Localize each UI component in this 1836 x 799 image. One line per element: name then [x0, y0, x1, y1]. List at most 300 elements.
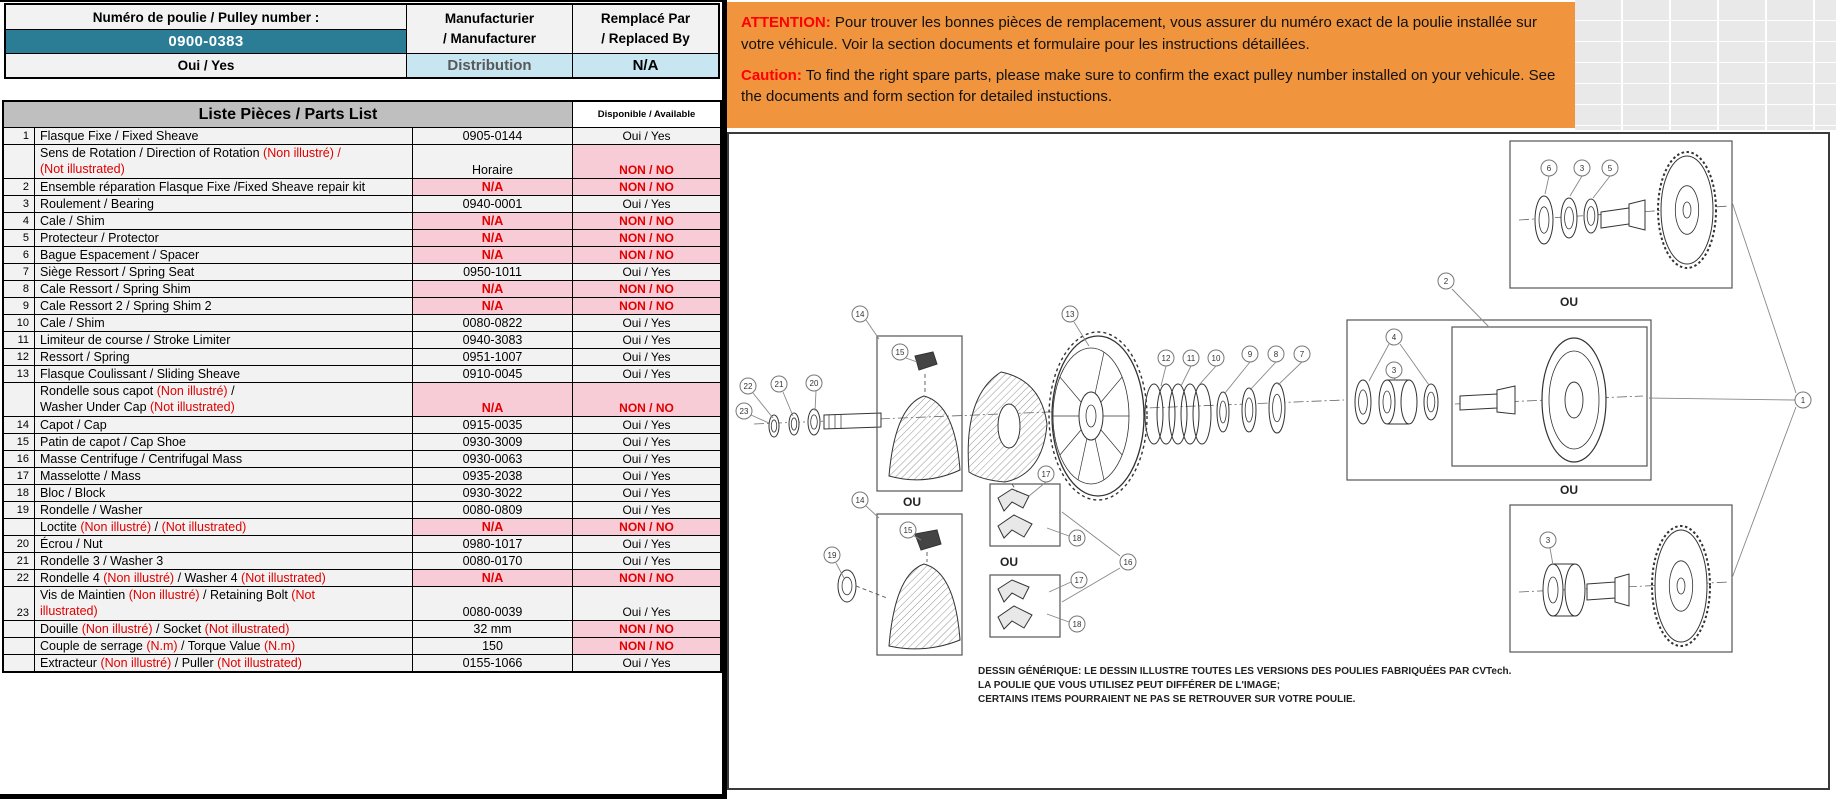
part-description	[34, 281, 412, 297]
availability-text: NON / NO	[619, 180, 674, 194]
table-row	[4, 450, 720, 467]
row-number	[4, 655, 34, 671]
part-availability	[572, 179, 720, 195]
part-number	[412, 451, 572, 467]
part-name-text: Extracteur	[40, 656, 101, 670]
table-row	[4, 127, 720, 144]
parts-list-table	[2, 100, 722, 673]
not-illustrated-note: (Non illustré)	[80, 520, 152, 534]
table-row	[4, 552, 720, 569]
part-number-text: 0080-0170	[462, 554, 523, 568]
part-availability	[572, 587, 720, 620]
exploded-view-diagram	[727, 132, 1830, 790]
attention-paragraph-en	[741, 65, 1561, 109]
table-row	[4, 348, 720, 365]
ou-label	[1000, 555, 1018, 569]
diagram-callout	[740, 378, 756, 394]
part-availability	[572, 451, 720, 467]
not-illustrated-note: illustrated)	[40, 604, 98, 618]
table-row	[4, 433, 720, 450]
table-row	[4, 484, 720, 501]
svg-text:OU: OU	[1560, 483, 1578, 497]
diagram-callout	[1574, 160, 1590, 176]
parts-list-rows	[4, 127, 720, 671]
part-availability	[572, 196, 720, 212]
part-name-text: / Torque Value	[177, 639, 264, 653]
svg-text:19: 19	[827, 550, 837, 560]
part-name-text: Bague Espacement / Spacer	[40, 248, 200, 262]
part-number-text: N/A	[481, 401, 504, 415]
part-number	[412, 179, 572, 195]
availability-text: NON / NO	[619, 622, 674, 636]
part-number	[412, 655, 572, 671]
part-number-text: 0080-0822	[462, 316, 523, 330]
part-name-text: Bloc / Block	[40, 486, 106, 500]
diagram-callout	[806, 375, 822, 391]
part-number	[412, 638, 572, 654]
table-row	[4, 654, 720, 671]
part-name-text: Couple de serrage	[40, 639, 147, 653]
svg-text:9: 9	[1247, 349, 1253, 359]
diagram-callout	[1386, 329, 1402, 345]
availability-text: Oui / Yes	[622, 503, 671, 517]
part-availability	[572, 434, 720, 450]
table-row	[4, 144, 720, 178]
part-availability	[572, 468, 720, 484]
part-availability	[572, 332, 720, 348]
part-number	[412, 247, 572, 263]
row-number: 18	[16, 487, 29, 499]
exploded-diagram-svg	[729, 134, 1828, 788]
row-number	[4, 383, 34, 416]
availability-text: Oui / Yes	[622, 605, 671, 619]
table-row	[4, 331, 720, 348]
part-number-text: 0930-0063	[462, 452, 523, 466]
part-description	[34, 638, 412, 654]
part-description	[34, 451, 412, 467]
part-description	[34, 417, 412, 433]
table-row	[4, 212, 720, 229]
part-number	[412, 536, 572, 552]
part-number	[412, 281, 572, 297]
part-description	[34, 145, 412, 178]
part-number	[412, 315, 572, 331]
part-description	[34, 570, 412, 586]
part-name-text: Rondelle 4	[40, 571, 104, 585]
part-number	[412, 349, 572, 365]
part-availability	[572, 145, 720, 178]
table-row	[4, 569, 720, 586]
part-availability	[572, 383, 720, 416]
attention-en-tag: Caution:	[741, 66, 802, 84]
diagram-callout	[1062, 306, 1078, 322]
parts-list-title: Liste Pièces / Parts List	[4, 102, 572, 127]
part-description	[34, 655, 412, 671]
diagram-callout	[852, 492, 868, 508]
part-availability	[572, 655, 720, 671]
part-number	[412, 621, 572, 637]
row-number: 17	[16, 470, 29, 482]
diagram-callout	[1069, 616, 1085, 632]
row-number: 2	[22, 181, 29, 193]
svg-text:18: 18	[1072, 533, 1082, 543]
part-number	[412, 553, 572, 569]
part-name-text: Protecteur / Protector	[40, 231, 159, 245]
diagram-callout	[1795, 392, 1811, 408]
part-availability	[572, 230, 720, 246]
part-name-text: / Retaining Bolt	[199, 588, 292, 602]
part-number-text: N/A	[481, 214, 504, 228]
table-row	[4, 229, 720, 246]
part-availability	[572, 502, 720, 518]
ou-label	[1560, 295, 1578, 309]
availability-text: Oui / Yes	[622, 129, 671, 143]
svg-text:11: 11	[1186, 353, 1196, 363]
row-number: 9	[22, 300, 29, 312]
diagram-callout	[1242, 346, 1258, 362]
availability-text: NON / NO	[619, 282, 674, 296]
part-availability	[572, 536, 720, 552]
not-illustrated-note: (Non illustré)	[100, 656, 172, 670]
part-name-text: Patin de capot / Cap Shoe	[40, 435, 186, 449]
part-number-text: Horaire	[472, 163, 513, 177]
availability-text: Oui / Yes	[622, 656, 671, 670]
part-description	[34, 349, 412, 365]
availability-text: Oui / Yes	[622, 418, 671, 432]
part-description	[34, 213, 412, 229]
part-availability	[572, 638, 720, 654]
manufacturer-value: Distribution	[406, 53, 572, 77]
part-name-text: Capot / Cap	[40, 418, 107, 432]
availability-text: Oui / Yes	[622, 333, 671, 347]
part-availability	[572, 281, 720, 297]
attention-box	[727, 2, 1575, 128]
diagram-note	[978, 678, 1280, 691]
not-illustrated-note: (Non illustré)	[81, 622, 153, 636]
part-name-text: Rondelle / Washer	[40, 503, 143, 517]
availability-text: NON / NO	[619, 639, 674, 653]
row-number	[4, 519, 34, 535]
not-illustrated-note: (Not illustrated)	[40, 162, 125, 176]
availability-text: Oui / Yes	[622, 435, 671, 449]
svg-text:21: 21	[774, 379, 784, 389]
part-description	[34, 196, 412, 212]
part-availability	[572, 128, 720, 144]
part-number-text: N/A	[481, 299, 504, 313]
part-number	[412, 570, 572, 586]
part-number-text: 0930-3009	[462, 435, 523, 449]
table-row	[4, 263, 720, 280]
part-number	[412, 230, 572, 246]
row-number: 21	[16, 555, 29, 567]
diagram-callout	[900, 522, 916, 538]
availability-text: Oui / Yes	[622, 316, 671, 330]
availability-text: Oui / Yes	[622, 197, 671, 211]
diagram-callout	[1438, 273, 1454, 289]
part-availability	[572, 621, 720, 637]
svg-text:1: 1	[1800, 395, 1806, 405]
svg-text:17: 17	[1074, 575, 1084, 585]
part-description	[34, 264, 412, 280]
part-availability	[572, 247, 720, 263]
parts-list-header-row	[4, 102, 720, 127]
part-number-text: 0905-0144	[462, 129, 523, 143]
ou-label	[903, 495, 921, 509]
part-name-text: Rondelle sous capot	[40, 384, 157, 398]
part-name-text: Washer Under Cap	[40, 400, 150, 414]
row-number: 3	[22, 198, 29, 210]
part-number	[412, 366, 572, 382]
table-row	[4, 416, 720, 433]
part-description	[34, 128, 412, 144]
diagram-callout	[1071, 572, 1087, 588]
diagram-callout	[771, 376, 787, 392]
replaced-by-label-line2: / Replaced By	[601, 31, 690, 46]
part-number-text: 0935-2038	[462, 469, 523, 483]
svg-text:22: 22	[743, 381, 753, 391]
table-row	[4, 382, 720, 416]
table-row	[4, 586, 720, 620]
table-row	[4, 637, 720, 654]
part-number	[412, 383, 572, 416]
part-number	[412, 587, 572, 620]
part-name-text: Roulement / Bearing	[40, 197, 154, 211]
row-number: 1	[22, 130, 29, 142]
part-number-text: 0080-0039	[462, 605, 523, 619]
availability-text: NON / NO	[619, 299, 674, 313]
part-description	[34, 315, 412, 331]
pulley-header-table	[4, 3, 720, 79]
not-illustrated-note: (Not illustrated)	[241, 571, 326, 585]
svg-text:OU: OU	[1000, 555, 1018, 569]
diagram-callout	[736, 403, 752, 419]
row-number: 11	[17, 334, 29, 346]
row-number: 23	[16, 607, 29, 619]
part-availability	[572, 485, 720, 501]
row-number: 20	[16, 538, 29, 550]
diagram-callout	[1069, 530, 1085, 546]
svg-text:DESSIN GÉNÉRIQUE: LE DESSIN IL: DESSIN GÉNÉRIQUE: LE DESSIN ILLUSTRE TOUTES LES VERSIONS DES POULIES FABRIQUÉES PAR CVTech.	[978, 666, 1512, 677]
part-description	[34, 621, 412, 637]
availability-text: NON / NO	[619, 520, 674, 534]
svg-text:17: 17	[1041, 469, 1051, 479]
not-illustrated-note: (Not illustrated)	[217, 656, 302, 670]
part-description	[34, 179, 412, 195]
availability-text: NON / NO	[619, 571, 674, 585]
part-availability	[572, 570, 720, 586]
part-name-text: / Socket	[152, 622, 205, 636]
diagram-callout	[1540, 532, 1556, 548]
part-name-text: Vis de Maintien	[40, 588, 129, 602]
part-description	[34, 587, 412, 620]
table-row	[4, 195, 720, 212]
svg-text:8: 8	[1273, 349, 1279, 359]
replaced-by-label-line1: Remplacé Par	[600, 10, 691, 26]
part-drawings	[769, 152, 1716, 649]
part-number	[412, 417, 572, 433]
attention-fr-tag: ATTENTION:	[741, 14, 831, 31]
diagram-callout	[1038, 466, 1054, 482]
part-description	[34, 536, 412, 552]
part-number-text: 0910-0045	[462, 367, 523, 381]
not-illustrated-note: (Non illustré)	[128, 588, 200, 602]
availability-text: NON / NO	[619, 401, 674, 415]
replaced-by-label	[572, 5, 718, 53]
row-number: 14	[16, 419, 29, 431]
row-number	[4, 621, 34, 637]
svg-text:3: 3	[1391, 365, 1397, 375]
not-illustrated-note: (Not illustrated)	[150, 400, 235, 414]
diagram-callout	[824, 547, 840, 563]
part-number-text: 0915-0035	[462, 418, 523, 432]
svg-text:7: 7	[1299, 349, 1305, 359]
diagram-callout	[1120, 554, 1136, 570]
part-number-text: 0940-3083	[462, 333, 523, 347]
part-name-text: Cale / Shim	[40, 316, 105, 330]
svg-text:3: 3	[1579, 163, 1585, 173]
part-description	[34, 332, 412, 348]
part-name-text: Flasque Fixe / Fixed Sheave	[40, 129, 199, 143]
row-number: 16	[16, 453, 29, 465]
part-availability	[572, 264, 720, 280]
availability-text: Oui / Yes	[622, 367, 671, 381]
part-number	[412, 519, 572, 535]
part-name-text: Sens de Rotation / Direction of Rotation	[40, 146, 264, 160]
svg-text:10: 10	[1211, 353, 1221, 363]
part-number-text: 0080-0809	[462, 503, 523, 517]
part-number	[412, 434, 572, 450]
svg-text:OU: OU	[903, 495, 921, 509]
not-illustrated-note: (Not illustrated)	[161, 520, 247, 534]
table-row	[4, 467, 720, 484]
table-row	[4, 501, 720, 518]
svg-text:15: 15	[895, 347, 905, 357]
part-name-text: Écrou / Nut	[40, 537, 103, 551]
diagram-callout	[1541, 160, 1557, 176]
diagram-callout	[1386, 362, 1402, 378]
part-number	[412, 468, 572, 484]
part-availability	[572, 315, 720, 331]
part-number	[412, 332, 572, 348]
diagram-callout	[1208, 350, 1224, 366]
part-description	[34, 468, 412, 484]
part-name-text: Rondelle 3 / Washer 3	[40, 554, 164, 568]
row-number: 8	[22, 283, 29, 295]
svg-text:13: 13	[1065, 309, 1075, 319]
part-name-text: Masse Centrifuge / Centrifugal Mass	[40, 452, 243, 466]
table-row	[4, 280, 720, 297]
svg-text:4: 4	[1391, 332, 1397, 342]
part-number	[412, 196, 572, 212]
manufacturer-label-line1: Manufacturier	[444, 10, 535, 26]
part-number-text: N/A	[481, 248, 504, 262]
svg-text:5: 5	[1607, 163, 1613, 173]
svg-text:23: 23	[739, 406, 749, 416]
part-availability	[572, 519, 720, 535]
manufacturer-label-line2: / Manufacturer	[442, 31, 537, 46]
part-name-text: / Puller	[171, 656, 218, 670]
part-name-text: Flasque Coulissant / Sliding Sheave	[40, 367, 241, 381]
table-row	[4, 178, 720, 195]
part-description	[34, 230, 412, 246]
diagram-callout	[892, 344, 908, 360]
availability-text: NON / NO	[619, 248, 674, 262]
pulley-number-value: 0900-0383	[6, 29, 406, 53]
row-number: 13	[16, 368, 29, 380]
part-number	[412, 145, 572, 178]
table-row	[4, 365, 720, 382]
svg-text:20: 20	[809, 378, 819, 388]
part-name-text: Siège Ressort / Spring Seat	[40, 265, 195, 279]
availability-text: Oui / Yes	[622, 452, 671, 466]
availability-text: NON / NO	[619, 163, 674, 177]
availability-text: Oui / Yes	[622, 265, 671, 279]
not-illustrated-note: (Non illustré)	[156, 384, 228, 398]
part-description	[34, 366, 412, 382]
row-number: 19	[16, 504, 29, 516]
attention-fr-text: Pour trouver les bonnes pièces de remplacement, vous assurer du numéro exact de la poulie installée sur votre véhicule. Voir la section documents et formulaire pour les instructions détaillées.	[741, 14, 1537, 53]
part-number-text: 0155-1066	[462, 656, 523, 670]
part-number	[412, 485, 572, 501]
top-border	[0, 0, 722, 2]
part-name-text: Masselotte / Mass	[40, 469, 141, 483]
row-number	[4, 145, 34, 178]
diagram-callout	[1602, 160, 1618, 176]
part-description	[34, 434, 412, 450]
availability-text: NON / NO	[619, 214, 674, 228]
part-name-text: Loctite	[40, 520, 81, 534]
svg-text:15: 15	[903, 525, 913, 535]
part-availability	[572, 553, 720, 569]
part-number-text: N/A	[481, 180, 504, 194]
row-number: 7	[22, 266, 29, 278]
part-name-text: Limiteur de course / Stroke Limiter	[40, 333, 231, 347]
part-name-text: Cale Ressort 2 / Spring Shim 2	[40, 299, 212, 313]
part-description	[34, 502, 412, 518]
svg-text:OU: OU	[1560, 295, 1578, 309]
part-availability	[572, 417, 720, 433]
not-illustrated-note: (N.m)	[263, 639, 296, 653]
part-number-text: 0951-1007	[462, 350, 523, 364]
svg-text:12: 12	[1161, 353, 1171, 363]
not-illustrated-note: (N.m)	[146, 639, 178, 653]
not-illustrated-note: (Non illustré)	[103, 571, 175, 585]
table-row	[4, 518, 720, 535]
row-number: 22	[16, 572, 29, 584]
part-availability	[572, 213, 720, 229]
manufacturer-label	[406, 5, 572, 53]
part-name-text: /	[227, 384, 235, 398]
row-number: 5	[22, 232, 29, 244]
availability-text: Oui / Yes	[622, 486, 671, 500]
table-row	[4, 620, 720, 637]
part-number-text: 0940-0001	[462, 197, 523, 211]
diagram-callout	[1158, 350, 1174, 366]
bottom-border	[0, 794, 722, 799]
row-number: 12	[16, 351, 29, 363]
table-row	[4, 535, 720, 552]
part-description	[34, 519, 412, 535]
part-description	[34, 485, 412, 501]
part-number-text: N/A	[481, 571, 504, 585]
spreadsheet-grid-background	[1575, 0, 1836, 130]
svg-text:16: 16	[1123, 557, 1133, 567]
svg-text:14: 14	[855, 495, 865, 505]
diagram-callout	[1183, 350, 1199, 366]
svg-text:3: 3	[1545, 535, 1551, 545]
svg-text:18: 18	[1072, 619, 1082, 629]
svg-text:LA POULIE QUE VOUS UTILISEZ PE: LA POULIE QUE VOUS UTILISEZ PEUT DIFFÉRER DE L'IMAGE;	[978, 680, 1281, 691]
